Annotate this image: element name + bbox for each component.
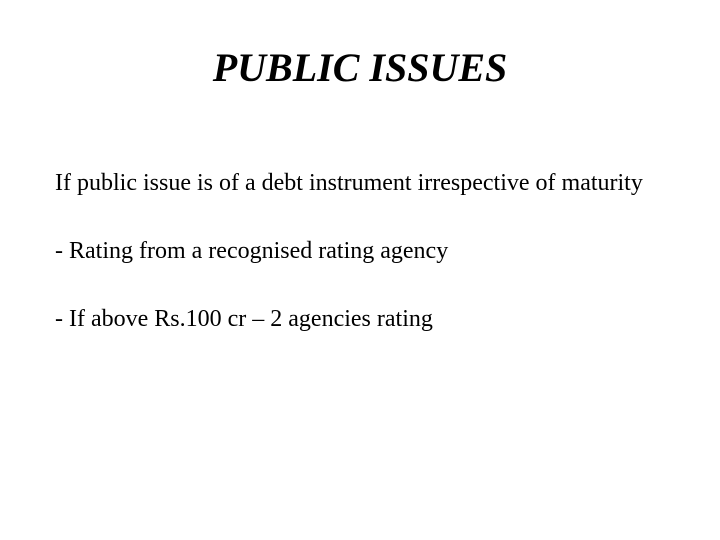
slide-body [55, 168, 675, 335]
slide-title: PUBLIC ISSUES [212, 45, 508, 90]
body-paragraph-rating-agency: - Rating from a recognised rating agency [55, 238, 449, 264]
body-paragraph-two-agencies: - If above Rs.100 cr – 2 agencies rating [55, 306, 433, 332]
body-paragraph-debt-instrument: If public issue is of a debt instrument irrespective of maturity [55, 170, 643, 196]
